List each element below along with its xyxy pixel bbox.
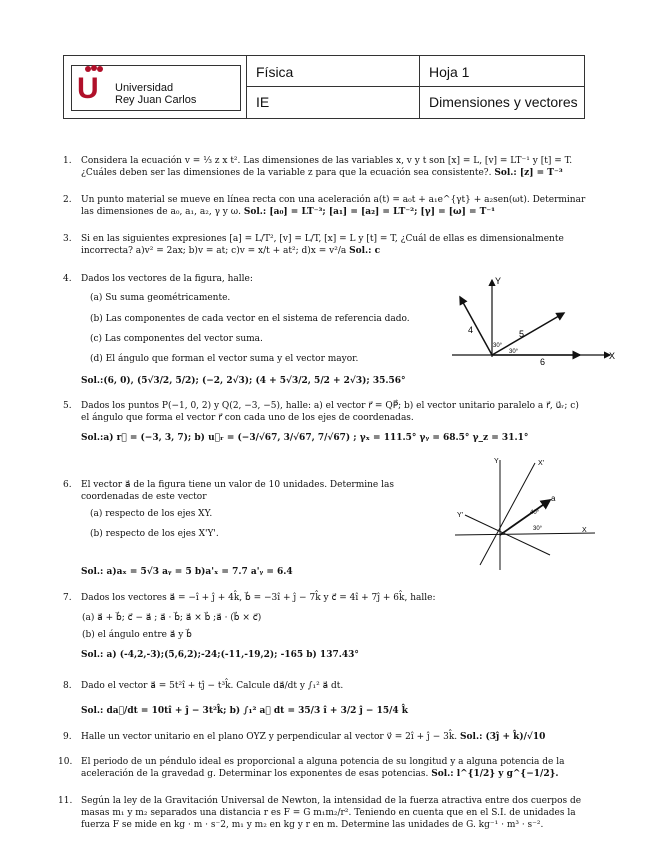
logo-line1: Universidad: [115, 82, 174, 94]
logo-u: U: [77, 72, 99, 105]
solution: Sol.: c: [349, 246, 381, 256]
sheet-label: Hoja 1: [429, 64, 470, 80]
header-table: [63, 55, 585, 119]
topic-label: Dimensiones y vectores: [429, 94, 578, 110]
svg-text:40°: 40°: [530, 510, 540, 516]
svg-text:X: X: [582, 527, 587, 534]
solution: Sol.: [a₀] = LT⁻³; [a₁] = [a₂] = LT⁻²; [γ] = [ω] = T⁻¹: [243, 207, 496, 217]
svg-text:X': X': [538, 460, 545, 467]
problem-4-part-a: (a) Su suma geométricamente.: [90, 293, 231, 303]
svg-text:30°: 30°: [533, 526, 543, 532]
svg-text:30°: 30°: [493, 343, 503, 349]
problem-4-part-c: (c) Las componentes del vector suma.: [90, 334, 263, 344]
problem-8-solution: Sol.: da⃗/dt = 10tî + ĵ − 3t²k̂; b) ∫₁² a⃗ dt = 35/3 î + 3/2 ĵ − 15/4 k̂: [81, 706, 409, 716]
problem-7-part-b: (b) el ángulo entre a⃗ y b⃗: [82, 630, 192, 640]
figure-4: [452, 275, 617, 370]
problem-5-solution: Sol.:a) r⃗ = (−3, 3, 7); b) u⃗ᵣ = (−3/√67, 3/√67, 7/√67) ; γₓ = 111.5° γᵧ = 68.5° γ_z = 31.1°: [81, 433, 529, 443]
svg-text:Y: Y: [495, 276, 502, 286]
problem-4-part-d: (d) El ángulo que forman el vector suma y el vector mayor.: [90, 354, 359, 364]
university-logo: [71, 62, 239, 112]
svg-text:X: X: [609, 351, 616, 361]
svg-text:4: 4: [468, 325, 474, 335]
problem-7-part-a: (a) a⃗ + b⃗; c⃗ − a⃗ ; a⃗ · b⃗; a⃗ × b⃗ ;a⃗ · (b⃗ × c⃗): [82, 613, 262, 623]
logo-line2: Rey Juan Carlos: [115, 94, 197, 106]
problem-4-solution: Sol.:(6, 0), (5√3/2, 5/2); (−2, 2√3); (4 + 5√3/2, 5/2 + 2√3); 35.56°: [81, 376, 406, 386]
solution: Sol.: l^{1/2} y g^{−1/2}.: [431, 769, 559, 779]
solution: Sol.: [z] = T⁻³: [494, 168, 563, 178]
figure-6: [450, 455, 600, 575]
svg-text:Y: Y: [494, 458, 499, 465]
problem-6-part-b: (b) respecto de los ejes X'Y'.: [90, 529, 219, 539]
subject-label: Física: [256, 64, 294, 80]
problem-6-part-a: (a) respecto de los ejes XY.: [90, 509, 213, 519]
svg-text:a: a: [551, 494, 556, 503]
svg-text:6: 6: [540, 357, 546, 367]
problem-4-part-b: (b) Las componentes de cada vector en el sistema de referencia dado.: [90, 314, 410, 324]
problem-6-solution: Sol.: a)aₓ = 5√3 aᵧ = 5 b)a'ₓ = 7.7 a'ᵧ = 6.4: [81, 567, 293, 577]
svg-text:30°: 30°: [509, 349, 519, 355]
svg-text:5: 5: [519, 329, 525, 339]
solution: Sol.: (3ĵ + k̂)/√10: [460, 732, 546, 742]
svg-text:Y': Y': [457, 512, 464, 519]
group-label: IE: [256, 94, 270, 110]
problem-7-solution: Sol.: a) (-4,2,-3);(5,6,2);-24;(-11,-19,2); -165 b) 137.43°: [81, 650, 359, 660]
